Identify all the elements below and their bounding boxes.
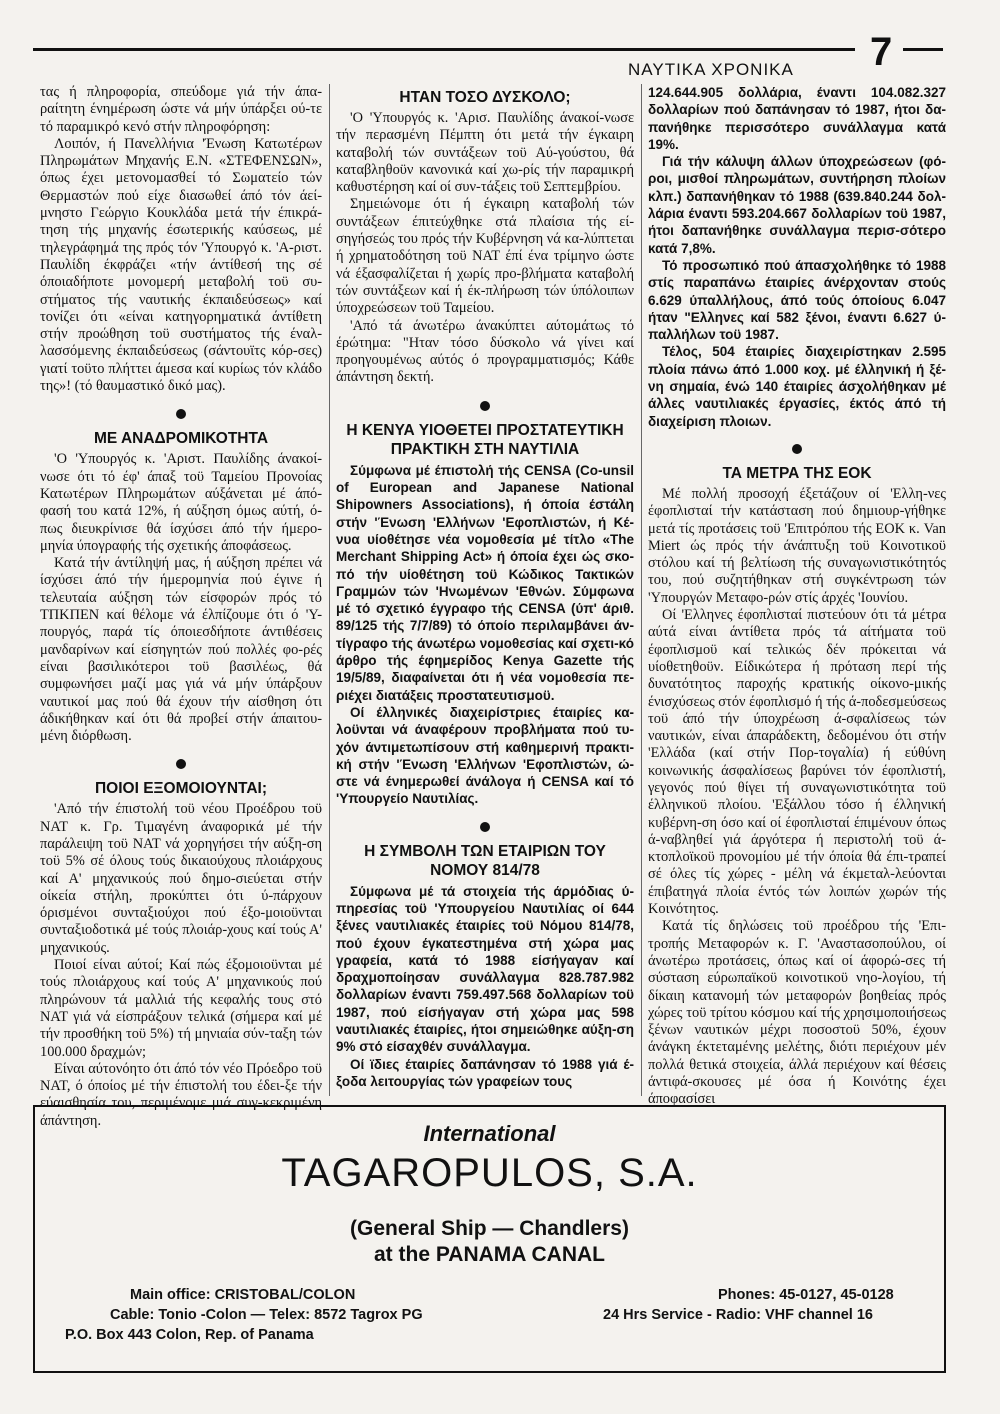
article-text: Είναι αύτονόητο ότι άπό τόν νέο Πρόεδρο τοϋ ΝΑΤ, ό όποίος μέ τήν έπιστολή του έδει-ξε τήν εύαισθησία του, περιμένομε μιά συγ-κεκριμένη άπάντηση. (40, 1060, 322, 1129)
article-text: Τέλος, 504 έταιρίες διαχειρίστηκαν 2.595 πλοία πάνω άπό 1.000 κοχ. μέ έλληνική ή ξέ-νη σημαία, ένώ 140 έταιρίες άσχολήθηκαν μέ άλλες ναυτιλιακές έργασίες, έκτός άπό τή διαχείριση πλοιων. (648, 344, 946, 429)
column-rule-1 (329, 84, 330, 1096)
article-text: 'Ο 'Υπουργός κ. 'Αρισ. Παυλίδης άνακοί-νωσε τήν περασμένη Πέμπτη ότι μετά τήν έγκαιρη καταβολή τών συντάξεων τοϋ Αύ-γούστου, θά καταβληθοϋν κανονικά καί χω-ρίς τήν παραμικρή καθυστέρηση καί οί συν-τάξεις τοϋ Σεπτεμβρίου. (336, 110, 634, 196)
ad-company-name: TAGAROPULOS, S.A. (281, 1151, 698, 1195)
headline-poioi-exomoiountai: ΠΟΙΟΙ ΕΞΟΜΟΙΟΥΝΤΑΙ; (94, 780, 267, 798)
section-bullet (176, 759, 186, 769)
article-text: Σύμφωνα μέ έπιστολή τής CENSA (Co-unsil of European and Japanese National Shipowners Associations), ή όποία έστάλη στήν 'Ένωση 'Ελλήνων 'Εφοπλιστών, ή Κέ-νυα υίοθέτησε νέα νομοθεσία μέ τίτλο «The Merchant Shipping Act» ή όποία έχει ώς σκο-πό τήν υίοθέτηση τοϋ Κώδικος Τακτικών Γραμμών τών 'Ηνωμένων 'Εθνών. Σύμφωνα μέ τό σχετικό έγγραφο τής CENSA (ύπ' άριθ. 89/125 τής 7/7/89) τό όποίο περιλαμβάνει άν-τίγραφο τής άνωτέρω νομοθεσίας καί σχετι-κό άρθρο τής έφημερίδος Kenya Gazette τής 19/5/89, διαφαίνεται ότι ή νέα νομοθεσία πε-ριέχει διατάξεις προστατευτισμοϋ. (336, 462, 634, 703)
article-text: τας ή πληροφορία, σπεύδομε γιά τήν άπα-ραίτητη ένημέρωση ώστε νά μήν ύπάρξει ού-τε τό παραμικρό κενό στήν πληροφόρηση: (40, 84, 322, 135)
article-text: Σύμφωνα μέ τά στοιχεία τής άρμόδιας ύ-πηρεσίας τοϋ 'Υπουργείου Ναυτιλίας οί 644 ξένες ναυτιλιακές έταιρίες τοϋ Νόμου 814/78, πού έχουν έγκατεστημένα στή χώρα μας γραφεία, κατά τό 1988 είσήγαγαν καί δραχμοποίησαν συνάλλαγμα 828.787.982 δολλαρίων έναντι 759.497.568 δολλαρίων τοϋ 1987, πού είσήγαγαν στή χώρα μας 598 ναυτιλιακές έταιρίες, ήτοι σημειώθηκε αύξη-ση 9% στό είσαχθέν συνάλλαγμα. (336, 883, 634, 1055)
column-rule-2 (641, 84, 642, 1096)
ad-cable: Cable: Tonio -Colon — Telex: 8572 Tagrox PG (110, 1307, 423, 1323)
article-text: Κατά τίς δηλώσεις τοϋ προέδρου τής 'Επι-τροπής Μεταφορών κ. Γ. 'Αναστασοπούλου, οί άνωτέρω προτάσεις, όπως καί οί άφορώ-σες τή σύσταση εύρωπαϊκοϋ κοινοτικοϋ νηο-λογίου, τή δίκαιη κατανομή τών μεταφορών βοηθείας πρός χώρες τοϋ τρίτου κόσμου καί τής χρησιμοποιήσεως ξένων ναυτικών μέχρι ποσοστοϋ 50%, έχουν άνάγκη έκτεταμένης μελέτης, διότι περιέχουν μέν πολλά θετικά στοιχεία, άλλά περιέχουν καί θέσεις άντιφά-σκουσες μέ όσα ή Κοινότης έχει άποφασίσει (648, 918, 946, 1108)
article-text: 'Ο 'Υπουργός κ. 'Αριστ. Παυλίδης άνακοί-νωσε ότι τό έφ' άπαξ τοϋ Ταμείου Προνοίας Κατωτέρων Πληρωμάτων αύξάνεται μέ άπό-φασή του κατά 12%, ή αύξηση όμως αύτή, ό-πως διευκρίνισε θά ίσχύσει άπό τήν ήμερο-μηνία ύπογραφής τής σχετικής άποφάσεως. (40, 451, 322, 554)
section-bullet (480, 822, 490, 832)
ad-po-box: P.O. Box 443 Colon, Rep. of Panama (65, 1327, 314, 1343)
ad-subtitle: (General Ship — Chandlers) (350, 1217, 629, 1240)
headline-itan-toso-dyskolo: ΗΤΑΝ ΤΟΣΟ ΔΥΣΚΟΛΟ; (399, 89, 571, 106)
article-text: 124.644.905 δολλάρια, έναντι 104.082.327 δολλαρίων πού δαπάνησαν τό 1987, ήτοι δα-πανήθηκε περισσότερο συνάλλαγμα κατά 19%. (648, 85, 946, 152)
column-1 (40, 84, 322, 1129)
headline-metra-eok: ΤΑ ΜΕΤΡΑ ΤΗΣ ΕΟΚ (722, 464, 872, 482)
header-rule-left (33, 48, 855, 51)
article-text: Μέ πολλή προσοχή έξετάζουν οί 'Ελλη-νες έφοπλισταί τήν κατάσταση πού δημιουρ-γήθηκε μετά τίς προτάσεις τοϋ 'Επιτρόπου τής ΕΟΚ κ. Van Miert ώς πρός τήν άνάπτυξη τοϋ Κοινοτικοϋ στόλου καί τή βελτίωση τής συναγωνιστικότητός του, πού συζητήθηκαν στή συγκέντρωση τών 'Υπουργών Μεταφο-ρών στίς άρχές 'Ιουνίου. (648, 485, 946, 606)
article-text: Κατά τήν άντίληψή μας, ή αύξηση πρέπει νά ίσχύσει άπό τήν ήμερομηνία πού έγινε ή τελευταία αύξηση τών είσφορών πρός τό ΤΠΚΠΕΝ καί θέλομε νά έλπίζουμε ότι ό 'Υ-πουργός, παρά τίς όποιεσδήποτε άντιθέσεις μανδαρίνων καί είσηγητών πού πολλές φο-ρές είναι βασιλικότεροι τοϋ βασιλέως, θά συμφωνήσει μαζί μας γιά νά μήν ύπάρξουν ναυτικοί μας πού θά έχουν τήν αίσθηση ότι άδικήθηκαν καί ότι θά προβεί στήν άπαιτου-μένη διόρθωση. (40, 555, 322, 745)
newspaper-name: ΝΑΥΤΙΚΑ ΧΡΟΝΙΚΑ (628, 60, 794, 79)
article-text: Τό προσωπικό πού άπασχολήθηκε τό 1988 στίς παραπάνω έταιρίες άνέρχονταν στούς 6.629 ύπαλλήλους, άπό τούς όποίους 6.047 ήταν "Ελληνες καί 582 ξένοι, έναντι 6.627 ύ-παλλήλων τοϋ 1987. (648, 257, 946, 343)
article-text: Λοιπόν, ή Πανελλήνια 'Ένωση Κατωτέρων Πληρωμάτων Μηχανής Ε.Ν. «ΣΤΕΦΕΝΣΩΝ», όπως έχει μετονομασθεί τό Σωματείο τών Θερμαστών πού είχε διασωθεί άπό τόν άεί-μνηστο Γεώργιο Κουκλάδα μετά τήν έπικρά-τηση τής μηχανής έσωτερικής καύσεως, μέ τηλεγράφημά της πρός τόν 'Υπουργό κ. 'Α-ριστ. Παυλίδη έκφράζει «τήν άντίθεσή της σέ όποιαδήποτε μονομερή μεταβολή τοϋ συ-στήματος τής ναυτικής έκπαιδεύσεως» καί τονίζει ότι «είναι κατηγορηματικά άντίθετη στήν προώθηση τοϋ συστήματος τής έναλ-λασσόμενης έκπαιδεύσεως (σάντουϊτς κόρ-σες) γιατί τοϋτο πλήττει άμεσα καί κυρίως τόν κλάδο της»! (τό θαυμαστικό δικό μας). (40, 135, 322, 395)
advertisement-box (33, 1105, 946, 1373)
headline-symvoli-etairion: Η ΣΥΜΒΟΛΗ ΤΩΝ ΕΤΑΙΡΙΩΝ ΤΟΥ ΝΟΜΟΥ 814/78 (364, 842, 606, 879)
column-3 (648, 84, 946, 1108)
ad-service: 24 Hrs Service - Radio: VHF channel 16 (603, 1307, 873, 1323)
header-rule-right (903, 48, 943, 51)
ad-location: at the PANAMA CANAL (374, 1243, 605, 1266)
ad-international: International (423, 1121, 556, 1146)
page-number: 7 (870, 30, 893, 74)
section-bullet (176, 409, 186, 419)
section-bullet (792, 444, 802, 454)
article-text: 'Από τήν έπιστολή τοϋ νέου Προέδρου τοϋ ΝΑΤ κ. Γρ. Τιμαγένη άναφορικά μέ τήν παράλειψη τοϋ ΝΑΤ νά χορηγήσει τήν αύξη-ση τοϋ 5% σέ όλους τούς δικαιούχους πλοιάρχους καί Α' μηχανικούς πού δημο-σιεύεται στήν οίκεία στήλη, προκύπτει ότι ύ-πάρχουν όρισμένοι συνταξιούχοι πού έξο-μοιοϋνται συνταξιοδοτικά μέ τούς πλοιάρ-χους καί τούς Α' μηχανικούς. (40, 801, 322, 956)
ad-phones: Phones: 45-0127, 45-0128 (718, 1287, 894, 1303)
section-bullet (480, 401, 490, 411)
article-text: 'Από τά άνωτέρω άνακύπτει αύτομάτως τό έρώτημα: "Ηταν τόσο δύσκολο νά γίνει καί προηγουμένως αύτός ό προγραμματισμός; Κάθε άπάντηση δεκτή. (336, 317, 634, 386)
article-text: Γιά τήν κάλυψη άλλων ύποχρεώσεων (φό-ροι, μισθοί πληρωμάτων, συντήρηση πλοίων κλπ.) δαπανήθηκαν τό 1988 (639.840.244 δολ-λάρια έναντι 593.204.667 δολλαρίων τοϋ 1987, ήτοι δαπανήθηκε συνάλλαγμα περισ-σότερο κατά 7,8%. (648, 154, 946, 256)
ad-main-office: Main office: CRISTOBAL/COLON (130, 1287, 356, 1303)
headline-anadromikotita: ΜΕ ΑΝΑΔΡΟΜΙΚΟΤΗΤΑ (93, 430, 269, 448)
article-text: Οί 'Ελληνες έφοπλισταί πιστεύουν ότι τά μέτρα αύτά είναι άντίθετα πρός τά αίτήματα τοϋ έφοπλισμοϋ καί τελικώς δέν πρόκειται νά υίοθετηθοϋν. Είδικώτερα ή πρόταση περί τής δυνατότητος παροχής κρατικής οίκονο-μικής ένισχύσεως στόν έφοπλισμό ή τής ά-ποδεσμεύσεως τοϋ άπό τήν ύποχρέωση ά-σφαλίσεως τών ναυτικών, είναι άπαράδεκτη, δεδομένου ότι στήν 'Ελλάδα (καί στήν Πορ-τογαλία) ή εύθύνη κοινωνικής άσφαλίσεως βαρύνει τόν έφοπλιστή, γεγονός πού θίγει τή συναγωνιστικότητα τοϋ έλληνικοϋ πλοίου. 'Εξάλλου τόσο ή έλληνική κυβέρνη-ση όσο καί οί έφοπλισταί έπιμένουν όπως ά-ναβληθεί γιά άργότερα ή περιστολή τοϋ ά-κτοπλοϊκοϋ προνομίου μέ τήν όποία θά έπι-τραπεί σέ όλες τίς χώρες - μέλη νά έκμεταλ-λεύονται έπιβατηγά πλοία έντός τών λοιπών χωρών τής Κοινότητος. (648, 607, 946, 918)
headline-kenya: Η ΚΕΝΥΑ ΥΙΟΘΕΤΕΙ ΠΡΟΣΤΑΤΕΥΤΙΚΗ ΠΡΑΚΤΙΚΗ ΣΤΗ ΝΑΥΤΙΛΙΑ (346, 421, 624, 458)
article-text: Ποιοί είναι αύτοί; Καί πώς έξομοιοϋνται μέ τούς πλοιάρχους καί τούς Α' μηχανικούς πού πληρώνουν τά μαλλιά τής κεφαλής τους στό ΝΑΤ γιά νά είσπράξουν τελικά (σήμερα καί μέ τήν προσθήκη τοϋ 5%) τή μηνιαία σύν-ταξη τών 100.000 δραχμών; (40, 957, 322, 1060)
column-2 (336, 84, 634, 1096)
article-text: Οί έλληνικές διαχειρίστριες έταιρίες κα-λοϋνται νά άναφέρουν προβλήματα πού τυ-χόν άντιμετωπίσουν στή καθημερινή πρακτι-κή στήν 'Ένωση 'Ελλήνων 'Εφοπλιστών, ώ-στε νά ένημερωθεί άνάλογα ή CENSA καί τό 'Υπουργείο Ναυτιλίας. (336, 704, 634, 807)
article-text: Σημειώνομε ότι ή έγκαιρη καταβολή τών συντάξεων έπιτεύχθηκε στά πλαίσια τής εί-σηγήσεώς του πρός τήν Κυβέρνηση νά κα-λύπτεται ή χρηματοδότηση τοϋ ΝΑΤ έπί ένα τρίμηνο ώστε νά έξασφαλίζεται ή χωρίς προ-βλήματα καταβολή τών συντάξεων καί ή έκ-πλήρωση τών ύπόλοιπων ύποχρεώσεων τοϋ Ταμείου. (336, 196, 634, 317)
article-text: Οί ϊδιες έταιρίες δαπάνησαν τό 1988 γιά έ-ξοδα λειτουργίας τών γραφείων τους (336, 1056, 634, 1089)
